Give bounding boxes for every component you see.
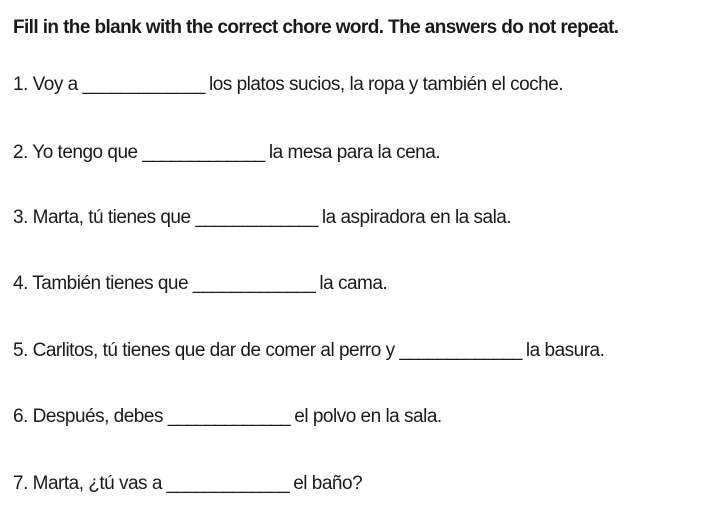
question-2-after: la mesa para la cena. [264,142,441,163]
question-2-blank[interactable]: _____________ [142,142,265,163]
question-3-blank[interactable]: _____________ [195,207,318,228]
question-1-before: 1. Voy a [13,74,83,95]
question-3-after: la aspiradora en la sala. [317,207,512,228]
question-5-blank[interactable]: _____________ [399,340,522,361]
question-6-after: el polvo en la sala. [289,406,442,427]
question-5 [13,337,604,365]
question-1-blank[interactable]: _____________ [82,74,205,95]
question-5-before: 5. Carlitos, tú tienes que dar de comer al perro y [13,340,400,361]
question-4-blank[interactable]: _____________ [192,273,315,294]
question-5-after: la basura. [521,340,605,361]
question-6 [13,403,442,431]
question-7-blank[interactable]: _____________ [166,473,289,494]
question-1-after: los platos sucios, la ropa y también el coche. [204,74,564,95]
question-2 [13,139,440,167]
question-4-after: la cama. [314,273,388,294]
question-7-before: 7. Marta, ¿tú vas a [13,473,167,494]
instructions-heading: Fill in the blank with the correct chore word. The answers do not repeat. [13,17,619,38]
question-4-before: 4. También tienes que [13,273,193,294]
question-4 [13,270,387,298]
question-6-blank[interactable]: _____________ [167,406,290,427]
question-3 [13,204,511,232]
question-3-before: 3. Marta, tú tienes que [13,207,196,228]
question-7 [13,470,362,498]
question-6-before: 6. Después, debes [13,406,168,427]
question-7-after: el baño? [288,473,363,494]
question-2-before: 2. Yo tengo que [13,142,143,163]
question-1 [13,71,563,99]
